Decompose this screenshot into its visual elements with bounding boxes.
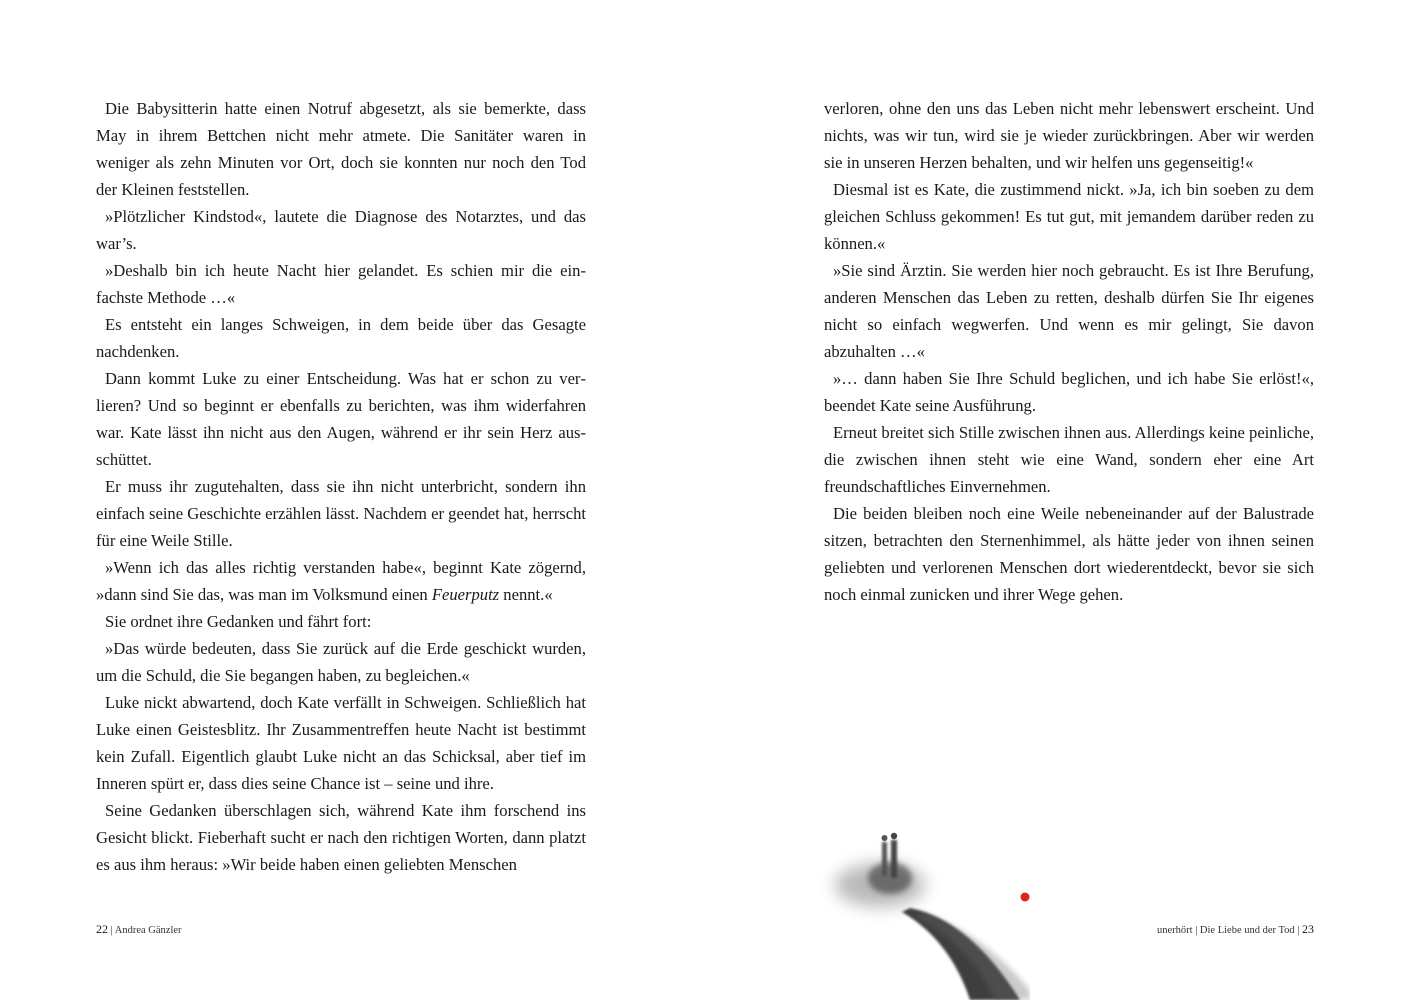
paragraph: verloren, ohne den uns das Leben nicht mehr lebenswert erscheint. Und nichts, was wir tun, wird sie je wieder zurückbringen. Aber wir werden sie in unseren Herzen behalten, und wir helfen uns gegenseitig!« — [824, 99, 1314, 172]
italic-term: Feuerputz — [431, 585, 500, 604]
paragraph: »Das würde bedeuten, dass Sie zurück auf die Erde geschickt wurden, um die Schuld, die Sie begangen haben, zu begleichen.« — [96, 639, 586, 685]
paragraph: Diesmal ist es Kate, die zustimmend nickt. »Ja, ich bin soeben zu dem gleichen Schluss gekommen! Es tut gut, mit jemandem darüber reden zu können.« — [824, 180, 1314, 253]
text-run: »Wenn ich das alles richtig verstanden habe«, beginnt Kate zögernd, »dann sind Sie das, was man im Volksmund einen — [96, 558, 586, 604]
paragraph: Die Babysitterin hatte einen Notruf abgesetzt, als sie bemerkte, dass May in ihrem Bettchen nicht mehr atmete. Die Sanitäter waren in weniger als zehn Minuten vor Ort, doch sie konnten nur noch den Tod der Kleinen feststellen. — [96, 99, 586, 199]
paragraph: Es entsteht ein langes Schweigen, in dem beide über das Gesagte nachdenken. — [96, 315, 586, 361]
left-page-text — [96, 95, 586, 878]
running-head: Andrea Gänzler — [114, 925, 182, 936]
page-number: 22 — [96, 922, 108, 936]
paragraph: Die beiden bleiben noch eine Weile nebeneinander auf der Balustrade sitzen, betrachten den Sternenhimmel, als hätte jeder von ihnen seinen geliebten und verlorenen Menschen dort wiederentdeckt, bevor sie sich noch einmal zunicken und ihrer Wege gehen. — [824, 504, 1314, 604]
right-page-text — [824, 95, 1314, 608]
paragraph: »… dann haben Sie Ihre Schuld beglichen, und ich habe Sie erlöst!«, beendet Kate seine Ausführung. — [824, 369, 1314, 415]
paragraph: Seine Gedanken überschlagen sich, während Kate ihm forschend ins Gesicht blickt. Fieberhaft sucht er nach den richtigen Worten, dann platzt es aus ihm heraus: »Wir beide haben einen geliebten Menschen — [96, 801, 586, 874]
paragraph: Er muss ihr zugutehalten, dass sie ihn nicht unterbricht, sondern ihn einfach seine Geschichte erzählen lässt. Nachdem er geendet hat, herrscht für eine Weile Stille. — [96, 477, 586, 550]
folio-separator: | — [1297, 925, 1300, 936]
paragraph: Erneut breitet sich Stille zwischen ihnen aus. Allerdings keine peinliche, die zwischen ihnen steht wie eine Wand, sondern eher eine Art freundschaftliches Einvernehmen. — [824, 423, 1314, 496]
right-folio — [1157, 922, 1314, 937]
paragraph: »Deshalb bin ich heute Nacht hier gelandet. Es schien mir die einfachste Methode …« — [96, 261, 586, 307]
page-number: 23 — [1302, 922, 1314, 936]
ink-wash-illustration — [820, 820, 1030, 1000]
red-dot-visible — [1021, 893, 1030, 902]
paragraph: »Plötzlicher Kindstod«, lautete die Diagnose des Notarztes, und das war’s. — [96, 207, 586, 253]
right-page — [705, 0, 1410, 1000]
paragraph: Dann kommt Luke zu einer Entscheidung. Was hat er schon zu verlieren? Und so beginnt er ebenfalls zu berichten, was ihm widerfahren war. Kate lässt ihn nicht aus den Augen, während er ihr sein Herz ausschüttet. — [96, 369, 586, 469]
paragraph: »Sie sind Ärztin. Sie werden hier noch gebraucht. Es ist Ihre Berufung, anderen Menschen das Leben zu retten, deshalb dürfen Sie Ihr eigenes nicht so einfach wegwerfen. Und wenn es mir gelingt, Sie davon abzuhalten …« — [824, 261, 1314, 361]
paragraph — [96, 554, 586, 608]
folio-separator: | — [110, 925, 113, 936]
left-folio — [96, 922, 182, 937]
paragraph: Luke nickt abwartend, doch Kate verfällt in Schweigen. Schließlich hat Luke einen Geistesblitz. Ihr Zusammentreffen heute Nacht ist bestimmt kein Zufall. Eigentlich glaubt Luke nicht an das Schicksal, aber tief im Inneren spürt er, dass dies seine Chance ist – seine und ihre. — [96, 693, 586, 793]
text-run: nennt.« — [499, 585, 553, 604]
ink-path — [902, 908, 1030, 1000]
ink-cloud — [835, 862, 925, 907]
running-head: unerhört | Die Liebe und der Tod — [1157, 925, 1295, 936]
paragraph: Sie ordnet ihre Gedanken und fährt fort: — [105, 612, 372, 631]
